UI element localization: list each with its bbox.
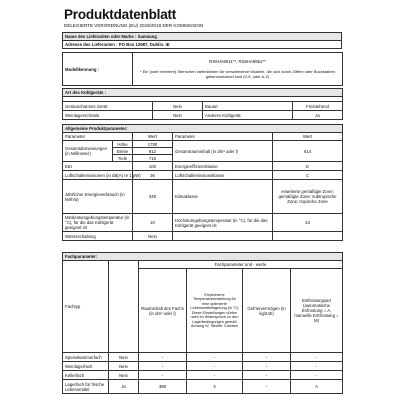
eei-label: EEI [63, 162, 133, 171]
supplier-name: Name des Lieferanten oder Marke : Samsung [63, 33, 342, 41]
col-header-volume: Rauminhalt des Fachs (in dm³ oder l) [139, 269, 187, 353]
col-header-defrost: Entfrostungsart (automatische Enfrostung = A, manuelle Entfrostung = M) [291, 269, 343, 353]
col-header-type: Fachtyp [63, 261, 109, 353]
general-heading: Allgemeine Produktparameter: [63, 125, 343, 133]
energy-class-value: E [273, 162, 343, 171]
energy-class-label: Energieeffizienzklasse [173, 162, 273, 171]
supplier-table [62, 32, 342, 49]
compartment-name: Speisekammerfach [63, 353, 109, 362]
appliance-row-value: Ja [293, 111, 343, 120]
compartment-name: Kellerfach [63, 371, 109, 380]
total-volume-value: 614 [273, 141, 343, 162]
dimension-name: Breite [113, 148, 133, 155]
dimension-value: 912 [133, 148, 173, 155]
compartment-temperature: - [187, 362, 243, 371]
col-header-parameter: Parameter [63, 133, 133, 141]
supplier-address: Adresse des Lieferanten : PO Box 12987, Dublin. IE [63, 41, 342, 49]
appliance-row-label: Anderes Kühlgerät [203, 111, 293, 120]
compartment-temperature: 3 [187, 380, 243, 394]
compartment-defrost: - [291, 362, 343, 371]
general-parameters-table [62, 124, 343, 241]
appliance-row-value: Nein [153, 102, 203, 111]
dimension-name: Höhe [113, 141, 133, 148]
dimension-name: Tiefe [113, 155, 133, 162]
noise-class-label: Luftschallemissionsklasse [173, 171, 273, 180]
compartment-defrost: A [291, 380, 343, 394]
col-header-freezing: Gefriervermögen (in kg/24h) [243, 269, 291, 353]
regulation-subtitle: DELEGIERTE VERORDNUNG (EU) 2019/2016 DER KOMMISSION [64, 23, 204, 28]
model-value: RS6HA8811**, RS6HA8851** [209, 58, 266, 64]
dimensions-label: Gesamtabmessungen (in Millimeter) [63, 141, 113, 162]
compartment-temperature: - [187, 371, 243, 380]
col-header-group: Fachparameter und - werte [139, 261, 343, 269]
col-header-parameter: Parameter [173, 133, 273, 141]
appliance-row-value: Freistehend [293, 102, 343, 111]
climate-class-label: Klimaklasse [173, 180, 273, 214]
winter-switch-label: Winterschaltung [63, 232, 133, 241]
col-header-value: Wert [273, 133, 343, 141]
dimension-value: 1780 [133, 141, 173, 148]
annual-energy-label: Jährlicher Energieverbrauch (in kWh/a) [63, 180, 133, 214]
col-header-value: Wert [133, 133, 173, 141]
appliance-row-label: Weinlagerschrank [63, 111, 153, 120]
compartment-present: Nein [109, 353, 139, 362]
compartment-present: Nein [109, 371, 139, 380]
model-table [62, 52, 343, 86]
compartment-volume: - [139, 371, 187, 380]
compartment-freezing: - [243, 380, 291, 394]
min-temp-label: Mindestumgebungstemperatur (in °C), für die das Kühlgerät geeignet ist [63, 214, 133, 232]
appliance-row-value: Nein [153, 111, 203, 120]
compartment-freezing: - [243, 353, 291, 362]
compartment-defrost: - [291, 353, 343, 362]
eei-value: 100 [133, 162, 173, 171]
compartment-temperature: - [187, 353, 243, 362]
compartment-defrost: - [291, 371, 343, 380]
max-temp-value: 43 [273, 214, 343, 232]
winter-switch-value: Nein [133, 232, 173, 241]
total-volume-label: Gesamtrauminhalt (in dm³ oder l) [173, 141, 273, 162]
model-label: Modellkennung : [63, 53, 133, 86]
compartment-table [62, 252, 343, 394]
compartment-present: Ja [109, 380, 139, 394]
model-note: * Ein (oder mehrere) Sternchen steht/stehen für verschiedene Modelle, die sich durch Ziffern oder Buchstaben gekennzeichnet sind (0-9, oder A-Z) [140, 68, 335, 79]
compartment-volume: - [139, 362, 187, 371]
compartment-name: Weinlagerfach [63, 362, 109, 371]
col-header-temperature: Empfohlene Temperatureinstellung für eine optimierte Lebensmittellagerung (in °C) Diese Einstellungen dürfen nicht im Widerspruch zu den Lagerbedingungen gemäß Anhang IV, Tabelle 3 stehen [187, 269, 243, 353]
appliance-type-table [62, 88, 343, 120]
compartment-present: Nein [109, 362, 139, 371]
appliance-row-label: Geräuscharmes Gerät [63, 102, 153, 111]
noise-label: Luftschallemissionen (in dB(A) re 1 pW) [63, 171, 133, 180]
noise-value: 36 [133, 171, 173, 180]
appliance-row-label: Bauart [203, 102, 293, 111]
dimension-value: 716 [133, 155, 173, 162]
model-cell [133, 53, 343, 86]
max-temp-label: Höchstumgebungstemperatur (in °C), für die das Kühlgerät geeignet ist [173, 214, 273, 232]
noise-class-value: C [273, 171, 343, 180]
compartment-freezing: - [243, 362, 291, 371]
compartment-freezing: - [243, 371, 291, 380]
appliance-type-heading: Art des Kühlgeräts : [63, 89, 343, 97]
annual-energy-value: 349 [133, 180, 173, 214]
min-temp-value: 10 [133, 214, 173, 232]
compartment-volume: - [139, 353, 187, 362]
compartment-volume: 389 [139, 380, 187, 394]
page-title: Produktdatenblatt [64, 7, 177, 22]
compartment-name: Lagerfach für frische Lebensmittel [63, 380, 109, 394]
climate-class-value: erweiterte gemäßigte Zone; gemäßigte Zone; subtropische Zone; tropische Zone [273, 180, 343, 214]
compartment-heading: Fachparameter: [63, 253, 343, 261]
